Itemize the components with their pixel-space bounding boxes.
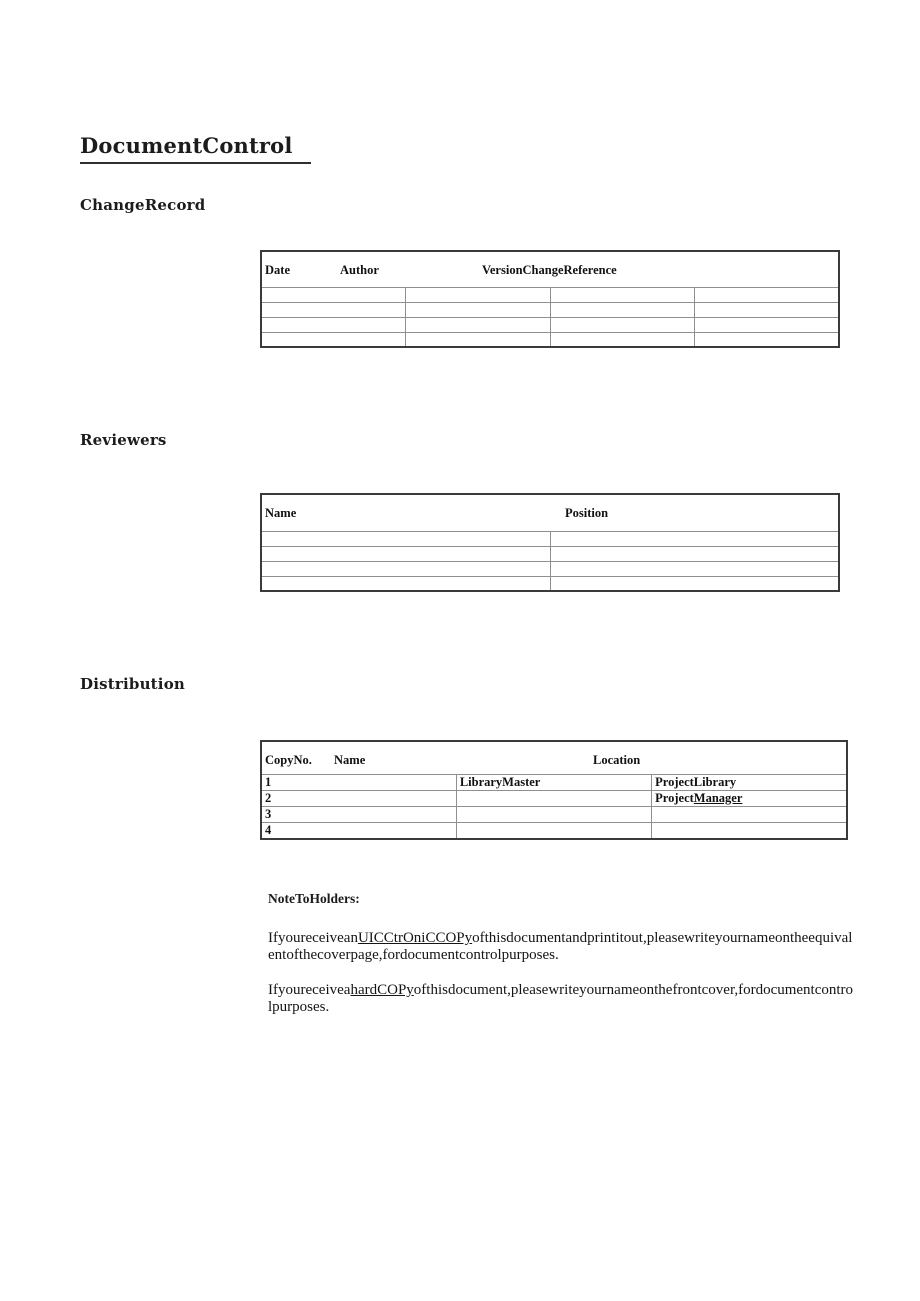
note-paragraph — [268, 930, 856, 964]
table-cell — [261, 576, 550, 591]
copy-no-cell: 4 — [261, 822, 456, 839]
table-row — [261, 287, 839, 302]
section-heading-change-record: ChangeRecord — [80, 196, 206, 214]
table-cell — [261, 302, 406, 317]
note-text: Ifyoureceivean — [268, 930, 358, 946]
location-cell — [652, 774, 847, 790]
table-cell — [261, 561, 550, 576]
location-cell — [652, 790, 847, 806]
note-text: ofthisdocumentandprintitout,pleasewriteyournameontheequivalentofthecoverpage,fordocumentcontrolpurposes. — [268, 930, 853, 963]
copy-no-cell: 3 — [261, 806, 456, 822]
change-record-header-cell — [261, 251, 839, 287]
table-cell — [406, 302, 551, 317]
table-cell — [261, 546, 550, 561]
table-cell — [695, 302, 840, 317]
table-cell — [406, 317, 551, 332]
note-paragraph — [268, 982, 856, 1016]
location-text: Project — [655, 790, 694, 805]
table-row — [261, 546, 839, 561]
table-cell — [550, 561, 839, 576]
table-cell — [261, 332, 406, 347]
table-header-row — [261, 494, 839, 531]
location-underlined-text: Manager — [693, 790, 743, 805]
table-row — [261, 561, 839, 576]
column-header-version-change-reference: VersionChangeReference — [482, 263, 617, 277]
name-cell: LibraryMaster — [456, 774, 651, 790]
table-cell — [261, 317, 406, 332]
table-cell — [406, 287, 551, 302]
column-header-date: Date — [265, 263, 290, 277]
table-cell — [550, 317, 695, 332]
column-header-copy-no: CopyNo. — [265, 753, 312, 767]
table-cell — [550, 332, 695, 347]
location-cell — [652, 822, 847, 839]
table-row — [261, 317, 839, 332]
reviewers-header-cell — [261, 494, 839, 531]
table-cell — [550, 287, 695, 302]
table-cell — [550, 302, 695, 317]
table-row — [261, 822, 847, 839]
table-row — [261, 302, 839, 317]
column-header-position: Position — [565, 506, 609, 520]
table-row — [261, 774, 847, 790]
section-heading-distribution: Distribution — [80, 675, 186, 693]
table-cell — [695, 332, 840, 347]
table-cell — [261, 287, 406, 302]
table-cell — [550, 546, 839, 561]
table-row — [261, 806, 847, 822]
table-row — [261, 531, 839, 546]
distribution-table — [260, 740, 848, 840]
table-row — [261, 790, 847, 806]
column-header-location: Location — [593, 753, 641, 767]
copy-no-cell: 2 — [261, 790, 456, 806]
table-row — [261, 332, 839, 347]
table-cell — [550, 576, 839, 591]
note-underlined-text: UICCtrOniCCOPy — [357, 930, 473, 946]
reviewers-table — [260, 493, 840, 592]
column-header-name: Name — [265, 506, 297, 520]
table-cell — [550, 531, 839, 546]
table-header-row — [261, 741, 847, 774]
column-header-name: Name — [334, 753, 366, 767]
note-text: ofthisdocument,pleasewriteyournameonthefrontcover,fordocumentcontrolpurposes. — [268, 982, 854, 1015]
note-underlined-text: hardCOPy — [350, 982, 414, 998]
table-row — [261, 576, 839, 591]
name-cell — [456, 806, 651, 822]
distribution-header-cell — [261, 741, 847, 774]
page-title: DocumentControl — [80, 133, 311, 164]
table-cell — [406, 332, 551, 347]
note-to-holders-heading: NoteToHolders: — [268, 891, 360, 906]
location-text: ProjectLibrary — [655, 774, 737, 789]
change-record-table — [260, 250, 840, 348]
note-text: Ifyoureceivea — [268, 982, 351, 998]
copy-no-cell: 1 — [261, 774, 456, 790]
location-cell — [652, 806, 847, 822]
table-cell — [261, 531, 550, 546]
section-heading-reviewers: Reviewers — [80, 431, 167, 449]
table-cell — [695, 287, 840, 302]
table-cell — [695, 317, 840, 332]
name-cell — [456, 822, 651, 839]
table-header-row — [261, 251, 839, 287]
name-cell — [456, 790, 651, 806]
column-header-author: Author — [340, 263, 379, 277]
